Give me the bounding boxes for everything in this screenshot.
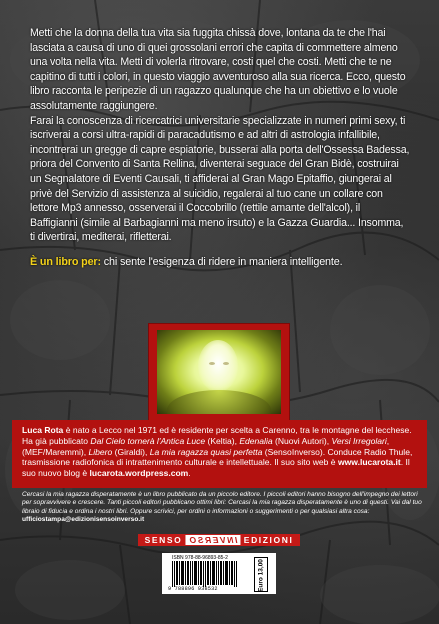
publisher-email: ufficiostampa@edizionisensoinverso.it	[22, 516, 145, 524]
barcode-icon	[172, 561, 238, 587]
logo-text: EDIZIONI	[243, 535, 294, 545]
barcode-number: 9 788896 938532	[168, 586, 218, 592]
bio-text: (Giraldi),	[112, 446, 150, 457]
publisher-note-text: è un libro pubblicato da un piccolo editore. I piccoli editori hanno bisogno dell'impegno dei lettori per sopravvivere e crescere. Tanti piccoli editori pubblicano ottimi libri:	[22, 491, 418, 507]
barcode-box	[162, 553, 276, 594]
book-description	[30, 26, 410, 270]
author-name: Luca Rota	[22, 425, 64, 435]
publisher-note	[22, 491, 422, 525]
description-paragraph: Metti che la donna della tua vita sia fuggita chissà dove, lontana da te che l'hai lasciata a causa di uno di quei grossolani errori che capita di commettere almeno una volta nella vita. Metti di volerla ritrovare, costi quel che costi. Metti che te ne capitino di tutti i colori, in questo viaggio avventuroso alla sua ricerca. Ecco, questo libro racconta le peripezie di un ragazzo qualunque che ha un obiettivo e lo vuole assolutamente raggiungere.	[30, 27, 406, 112]
author-bio	[22, 425, 422, 479]
isbn-label: ISBN 978-88-96893-85-2	[172, 555, 228, 561]
bio-text: (Nuovi Autori),	[272, 435, 332, 446]
target-audience-text: chi sente l'esigenza di ridere in maniera intelligente.	[100, 255, 343, 268]
author-photo	[157, 330, 281, 414]
bio-text: (Keltia),	[205, 435, 240, 446]
target-audience-label: È un libro per:	[30, 255, 101, 268]
bio-text: .	[188, 468, 191, 479]
description-paragraph: Farai la conoscenza di ricercatrici universitarie specializzate in numeri primi sexy, ti iscriverai a corsi ultra-rapidi di paracadutismo e ad altri di astrologia infallibile, incontrerai un gregge di capre espiatorie, busserai alla porta dell'Ossessa Badessa, priora del Convento di Santa Rellina, diventerai seguace del Gran Bidè, costruirai un Segnalatore di Eventi Causali, ti affiderai al Gran Mago Epitaffio, giungerai al privè del Servizio di assistenza al suicidio, regalerai al tuo cane un collare con lettore Mp3 annesso, osserverai il Coccobrillo (rettile amante dell'alcol), il Baffigianni (simile al Barbagianni ma meno irsuto) e la Gazza Guardia... Insomma, ti divertirai, mediterai, rifletterai.	[30, 114, 410, 244]
bio-text: (SensoInverso). Conduce Radio Thule, trasmissione radiofonica di intrattenimento culturale e intellettuale. Il suo sito web è	[22, 446, 413, 468]
book-title: Dal Cielo tornerà l'Antica Luce	[90, 435, 206, 446]
bio-text: . Il suo nuovo blog è	[22, 457, 410, 479]
author-blog: lucarota.wordpress.com	[89, 468, 189, 479]
book-title: Cercasi la mia ragazza disperatamente	[228, 499, 343, 507]
bio-text: è nato a Lecco nel 1971 ed è residente per scelta a Carenno, tra le montagne del lecchese. Ha già pubblicato	[22, 425, 412, 446]
logo-text: INVERSO	[185, 535, 240, 545]
book-title: Libero	[88, 446, 113, 457]
publisher-note-text: è uno di questi. Vai dal tuo libraio di fiducia e ordina i nostri libri. Oppure scrivici, per ordini o informazioni o suggerimenti o per qualsiasi altra cosa:	[22, 499, 422, 515]
target-audience	[30, 255, 410, 270]
book-title: La mia ragazza quasi perfetta	[149, 446, 263, 457]
bio-text: , (MEF/Maremmi),	[22, 435, 390, 457]
book-title: Cercasi la mia ragazza disperatamente	[22, 491, 137, 498]
author-photo-frame	[148, 323, 290, 422]
book-title: Versi Irregolari	[331, 435, 387, 446]
logo-text: SENSO	[144, 535, 183, 545]
publisher-logo	[138, 534, 300, 546]
author-website: www.lucarota.it	[337, 457, 401, 468]
price-box	[254, 557, 268, 592]
book-title: Edenalia	[239, 435, 273, 446]
price-label: Euro 13,00	[257, 559, 265, 592]
